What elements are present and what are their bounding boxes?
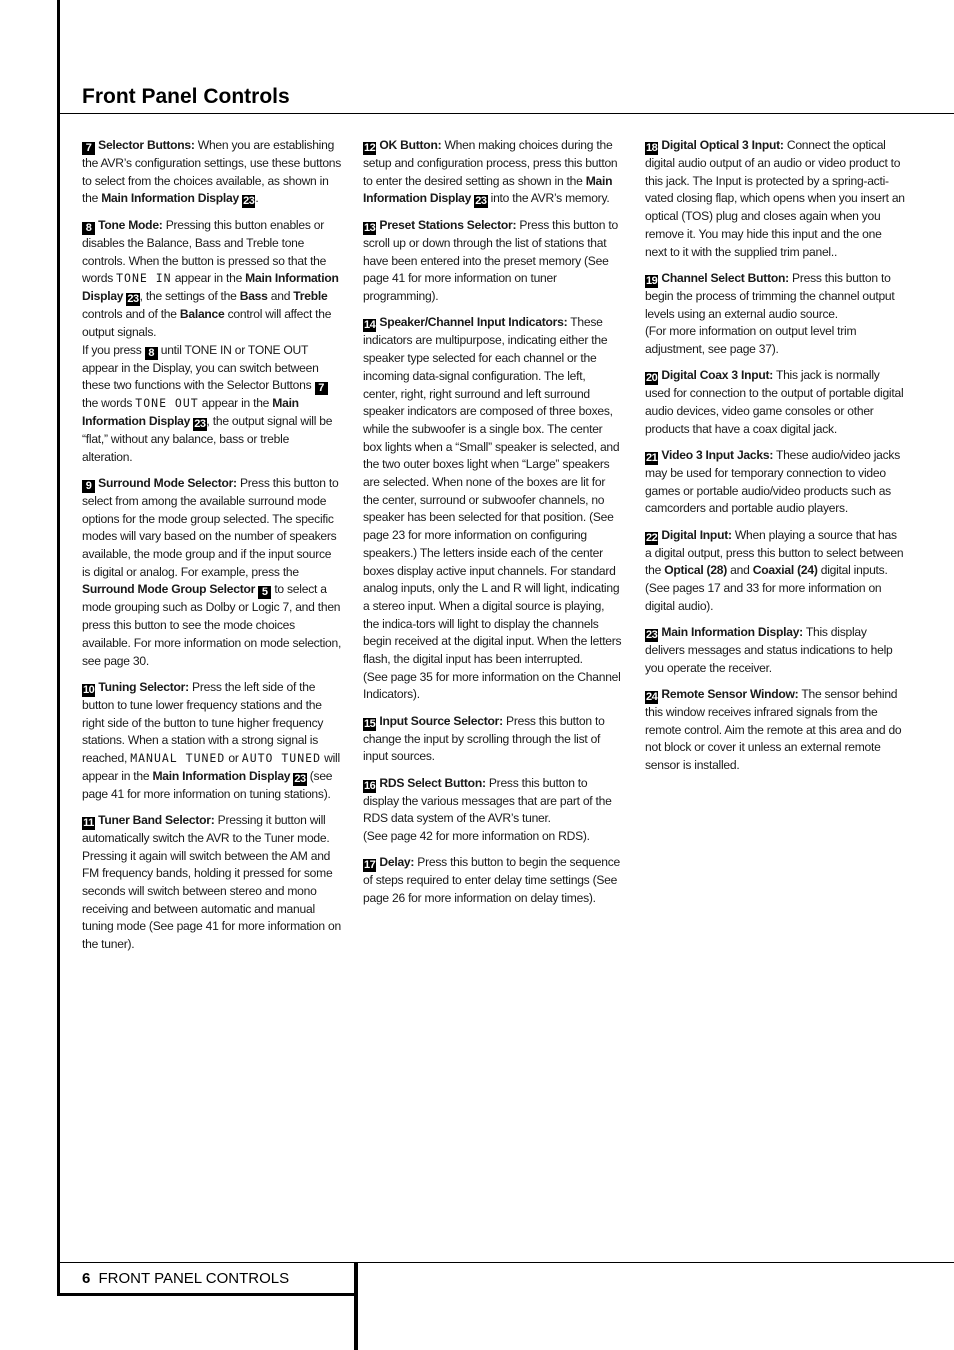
item-10: 10 Tuning Selector: Press the left side of the button to tune lower frequency stations and the right side of the button to tune higher frequency stations. When a station with a strong signal is reached, MANUAL TUNED or AUTO TUNED will appear in the Main Information Display 23 (see page 41 for more information on tuning stations).: [82, 679, 340, 801]
item-title: Surround Mode Selector:: [98, 475, 237, 490]
callout-number: 23: [475, 195, 487, 208]
callout-number: 16: [364, 779, 376, 792]
item-title: Digital Optical 3 Input:: [661, 138, 784, 152]
item-title: Main Information Display:: [661, 625, 803, 640]
display-text: TONE IN: [116, 271, 172, 286]
column-2: [363, 137, 623, 916]
title-rule: [57, 113, 954, 114]
item-title: Preset Stations Selector:: [379, 218, 517, 232]
item-title: Tuner Band Selector:: [98, 812, 215, 827]
item-20: 20 Digital Coax 3 Input: This jack is normally used for connection to the output of portable digital audio devices, video game consoles or other products that have a coax digital jack.: [645, 368, 904, 436]
item-title: Selector Buttons:: [98, 138, 195, 152]
item-24: 24 Remote Sensor Window: The sensor behind this window receives infrared signals from the remote control. Aim the remote at this area and do not block or cover it unless an external remote sensor is installed.: [645, 687, 902, 773]
callout-number: 23: [127, 293, 139, 306]
callout-number: 8: [145, 347, 158, 360]
item-15: 15 Input Source Selector: Press this button to change the input by scrolling through the list of input sources.: [363, 713, 605, 764]
callout-number: 10: [83, 683, 95, 696]
callout-number: 20: [646, 372, 658, 385]
callout-number: 23: [646, 629, 658, 642]
item-title: Digital Input:: [661, 527, 732, 542]
callout-number: 24: [646, 691, 658, 704]
page-title: Front Panel Controls: [82, 85, 290, 108]
item-title: Tuning Selector:: [98, 679, 189, 694]
item-7: 7 Selector Buttons: When you are establishing the AVR’s configuration settings, use these buttons to select from the choices available, as shown in the Main Information Display 23.: [82, 138, 342, 208]
item-22: 22 Digital Input: When playing a source that has a digital output, press this button to select between the Optical (28) and Coaxial (24) digital inputs. (See pages 17 and 33 for more information on digital audio).: [645, 527, 904, 613]
item-title: Digital Coax 3 Input:: [661, 368, 774, 383]
callout-number: 11: [83, 816, 94, 829]
callout-number: 21: [646, 451, 658, 464]
footer-divider: [354, 1262, 358, 1350]
item-8: 8 Tone Mode: Pressing this button enables or disables the Balance, Bass and Treble tone controls. When the button is pressed so that the words TONE IN appear in the Main Information Display 23, the settings of the Bass and Treble controls and of the Balance control will affect the output signals. If you press 8 until TONE IN or TONE OUT appear in the Display, you can switch between these two functions with the Selector Buttons 7 the words TONE OUT appear in the Main Information Display 23, the output signal will be “flat,” without any balance, bass or treble alteration.: [82, 218, 339, 464]
item-title: OK Button:: [379, 138, 442, 152]
item-title: Delay:: [379, 855, 415, 870]
item-16: 16 RDS Select Button: Press this button to display the various messages that are part of the RDS data system of the AVR’s tuner. (See page 42 for more information on RDS).: [363, 775, 612, 844]
item-title: Tone Mode:: [98, 218, 163, 232]
callout-number: 23: [294, 772, 306, 785]
item-13: 13 Preset Stations Selector: Press this button to scroll up or down through the list of stations that have been entered into the preset memory (See page 41 for more information on tuner programming).: [363, 218, 618, 304]
callout-number: 15: [364, 717, 376, 730]
display-text: TONE OUT: [135, 396, 199, 411]
column-3: [645, 137, 905, 783]
item-title: Channel Select Button:: [661, 270, 789, 285]
column-1: [82, 137, 342, 962]
item-12: 12 OK Button: When making choices during the setup and configuration process, press this button to enter the desired setting as shown in the Main Information Display 23 into the AVR’s memory.: [363, 138, 618, 208]
item-9: 9 Surround Mode Selector: Press this button to select from among the available surround mode options for the mode group selected. The specific modes will vary based on the number of speakers available, the mode group and if the input source is digital or analog. For example, press the Surround Mode Group Selector 5 to select a mode grouping such as Dolby or Logic 7, and then press this button to see the mode choices available. For more information on mode selection, see page 30.: [82, 475, 342, 668]
item-19: 19 Channel Select Button: Press this button to begin the process of trimming the channel output levels using an external audio source. (For more information on output level trim adjustment, see page 37).: [645, 270, 895, 356]
callout-number: 23: [243, 195, 255, 208]
footer-underline: [57, 1293, 358, 1296]
callout-number: 14: [364, 319, 376, 332]
callout-number: 17: [364, 859, 376, 872]
item-17: 17 Delay: Press this button to begin the sequence of steps required to enter delay time settings (See page 26 for more information on delay times).: [363, 855, 621, 906]
item-title: Speaker/Channel Input Indicators:: [379, 315, 568, 330]
display-text: MANUAL TUNED: [130, 750, 226, 765]
page-number: 6: [82, 1270, 91, 1287]
item-11: 11 Tuner Band Selector: Pressing it button will automatically switch the AVR to the Tuner mode. Pressing it again will switch between the AM and FM frequency bands, holding it pressed for some seconds will switch between stereo and mono receiving and between automatic and manual tuning mode (See page 41 for more information on the tuner).: [82, 812, 341, 952]
item-23: 23 Main Information Display: This display delivers messages and status indications to help you operate the receiver.: [645, 625, 893, 675]
item-21: 21 Video 3 Input Jacks: These audio/video jacks may be used for temporary connection to video games or portable audio/video products such as camcorders and portable audio players.: [645, 447, 900, 516]
item-14: 14 Speaker/Channel Input Indicators: These indicators are multipurpose, indicating either the speaker type selected for each channel or the incoming data-signal configuration. The left, center, right, right surround and left surround speaker indicators are composed of three boxes, while the subwoofer is a single box. The center box lights when a “Small” speaker is selected, and the two outer boxes light when “Large” speakers are selected. When none of the boxes are lit for the center, surround or subwoofer channels, no speaker has been selected for that position. (See page 23 for more information on configuring speakers.) The letters inside each of the center boxes display active input channels. For standard analog inputs, only the L and R will light, indicating a stereo input. When a digital source is playing, the indica-tors will light to display the channels begin received at the digital input. When the letters flash, the digital input has been interrupted. (See page 35 for more information on the Channel Indicators).: [363, 315, 622, 702]
item-title: RDS Select Button:: [379, 775, 486, 790]
item-title: Input Source Selector:: [379, 713, 503, 728]
callout-number: 13: [364, 222, 376, 234]
left-margin-rule: [57, 0, 60, 1296]
callout-number: 22: [646, 531, 658, 544]
callout-number: 12: [364, 142, 376, 154]
callout-number: 18: [646, 142, 658, 154]
callout-number: 23: [194, 417, 206, 430]
page-footer: [82, 1269, 289, 1289]
callout-number: 5: [258, 586, 271, 599]
callout-number: 7: [82, 142, 95, 155]
item-18: 18 Digital Optical 3 Input: Connect the optical digital audio output of an audio or video product to this jack. The Input is protected by a spring-acti-vated closing flap, which opens when you insert an optical (TOS) plug and closes again when you remove it. You may hide this input and the one next to it with the supplied trim panel..: [645, 138, 905, 259]
item-title: Remote Sensor Window:: [661, 687, 799, 702]
callout-number: 7: [315, 382, 328, 395]
item-title: Video 3 Input Jacks:: [661, 447, 774, 462]
display-text: AUTO TUNED: [241, 750, 322, 765]
footer-label: FRONT PANEL CONTROLS: [98, 1270, 290, 1287]
callout-number: 9: [82, 480, 95, 493]
footer-rule: [57, 1262, 954, 1263]
callout-number: 8: [82, 222, 95, 235]
callout-number: 19: [646, 274, 658, 287]
